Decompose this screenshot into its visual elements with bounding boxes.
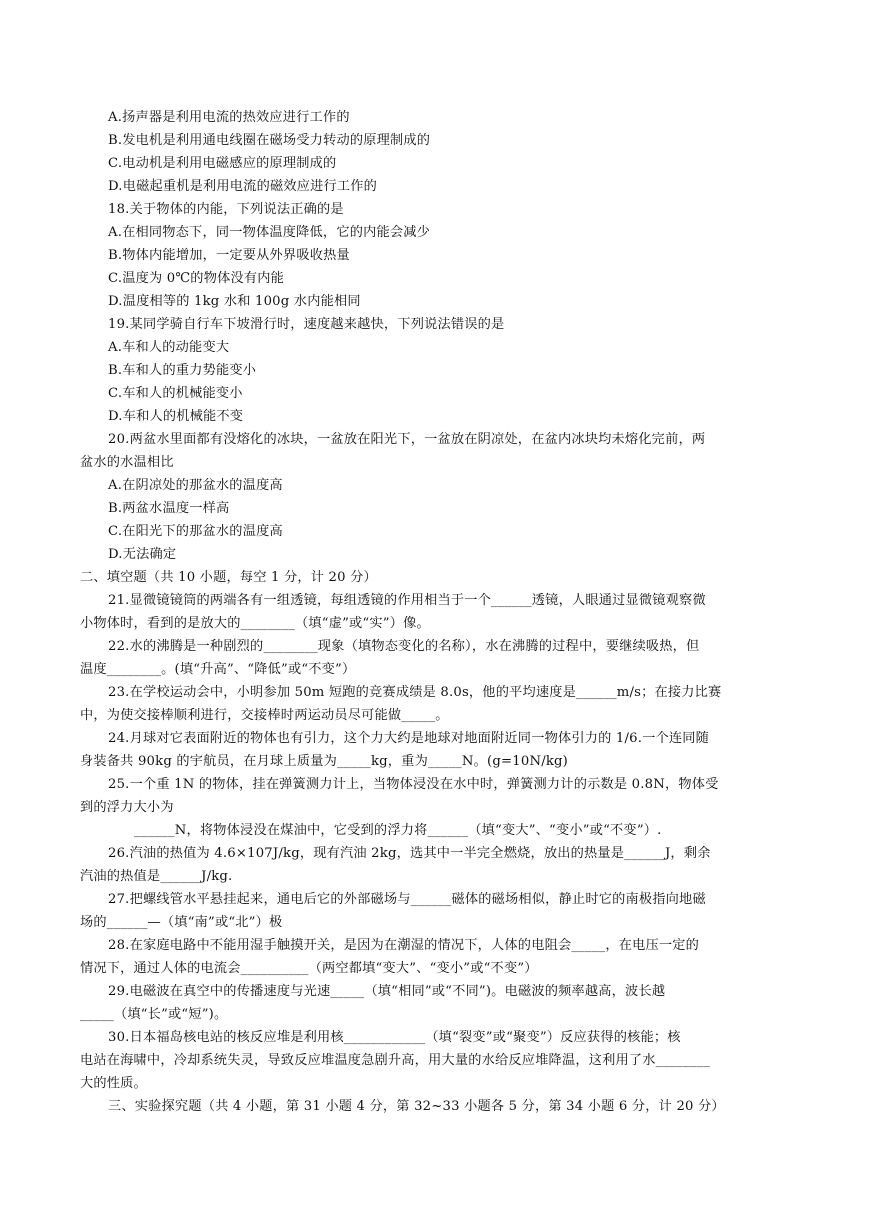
q28-line-1: 28.在家庭电路中不能用湿手触摸开关，是因为在潮湿的情况下，人体的电阻会_____，在电压一定的 [108,938,700,953]
q24-line-2: 身装备共 90kg 的宇航员，在月球上质量为_____kg，重为_____N。(g=10N/kg) [80,754,569,769]
q21-line-2: 小物体时，看到的是放大的________（填“虚”或“实”）像。 [80,616,430,631]
q29-line-1: 29.电磁波在真空中的传播速度与光速_____（填“相同”或“不同”)。电磁波的频率越高，波长越 [108,984,666,999]
q18-option-d: D.温度相等的 1kg 水和 100g 水内能相同 [108,294,361,309]
q23-line-2: 中，为使交接棒顺利进行，交接棒时两运动员尽可能做_____。 [80,708,449,723]
q30-line-1: 30.日本福岛核电站的核反应堆是利用核____________（填“裂变”或“聚变”）反应获得的核能；核 [108,1030,681,1045]
q19-option-a: A.车和人的动能变大 [108,340,230,355]
q21-line-1: 21.显微镜镜筒的两端各有一组透镜，每组透镜的作用相当于一个______透镜，人眼通过显微镜观察微 [108,593,706,608]
q28-line-2: 情况下，通过人体的电流会__________（两空都填“变大”、“变小”或“不变”） [80,961,538,976]
q19-stem: 19.某同学骑自行车下坡滑行时，速度越来越快，下列说法错误的是 [108,317,505,332]
q18-option-c: C.温度为 0℃的物体没有内能 [108,271,285,286]
q24-line-1: 24.月球对它表面附近的物体也有引力，这个力大约是地球对地面附近同一物体引力的 1/6.一个连同随 [108,731,710,746]
q20-option-d: D.无法确定 [108,547,177,562]
q17-option-b: B.发电机是利用通电线圈在磁场受力转动的原理制成的 [108,133,431,148]
q20-option-b: B.两盆水温度一样高 [108,501,230,516]
q23-line-1: 23.在学校运动会中，小明参加 50m 短跑的竞赛成绩是 8.0s，他的平均速度是______m/s；在接力比赛 [108,685,722,700]
q22-line-1: 22.水的沸腾是一种剧烈的________现象（填物态变化的名称），水在沸腾的过程中，要继续吸热，但 [108,639,700,654]
q18-option-b: B.物体内能增加，一定要从外界吸收热量 [108,248,350,263]
q25-line-2: 到的浮力大小为 [80,800,174,815]
q17-option-a: A.扬声器是利用电流的热效应进行工作的 [108,110,350,125]
q22-line-2: 温度________。(填“升高”、“降低”或“不变”） [80,662,356,677]
q20-option-a: A.在阴凉处的那盆水的温度高 [108,478,283,493]
q26-line-1: 26.汽油的热值为 4.6×107J/kg，现有汽油 2kg，选其中一半完全燃烧，放出的热量是______J，剩余 [108,846,711,861]
q18-stem: 18.关于物体的内能，下列说法正确的是 [108,202,344,217]
q17-option-c: C.电动机是利用电磁感应的原理制成的 [108,156,337,171]
q19-option-b: B.车和人的重力势能变小 [108,363,257,378]
q26-line-2: 汽油的热值是______J/kg. [80,869,233,884]
q17-option-d: D.电磁起重机是利用电流的磁效应进行工作的 [108,179,378,194]
q20-stem: 20.两盆水里面都有没熔化的冰块，一盆放在阳光下，一盆放在阴凉处，在盆内冰块均未熔化完前，两 [108,432,706,447]
section-3-heading: 三、实验探究题（共 4 小题，第 31 小题 4 分，第 32~33 小题各 5 分，第 34 小题 6 分，计 20 分） [108,1099,725,1114]
q25-line-1: 25.一个重 1N 的物体，挂在弹簧测力计上，当物体浸没在水中时，弹簧测力计的示数是 0.8N，物体受 [108,777,719,792]
q25-line-3: ______N，将物体浸没在煤油中，它受到的浮力将______（填“变大”、“变小”或“不变”）. [134,823,662,838]
q27-line-2: 场的______—（填“南”或“北”）极 [80,915,283,930]
q20-option-c: C.在阳光下的那盆水的温度高 [108,524,283,539]
q19-option-c: C.车和人的机械能变小 [108,386,243,401]
q20-stem-cont: 盆水的水温相比 [80,455,174,470]
q30-line-2: 电站在海啸中，冷却系统失灵，导致反应堆温度急剧升高，用大量的水给反应堆降温，这利用了水________ [80,1053,711,1068]
q18-option-a: A.在相同物态下，同一物体温度降低，它的内能会减少 [108,225,431,240]
q30-line-3: 大的性质。 [80,1076,147,1091]
q27-line-1: 27.把螺线管水平悬挂起来，通电后它的外部磁场与______磁体的磁场相似，静止时它的南极指向地磁 [108,892,706,907]
q29-line-2: _____（填“长”或“短”)。 [80,1007,228,1022]
section-2-heading: 二、填空题（共 10 小题，每空 1 分，计 20 分） [80,570,377,585]
q19-option-d: D.车和人的机械能不变 [108,409,244,424]
